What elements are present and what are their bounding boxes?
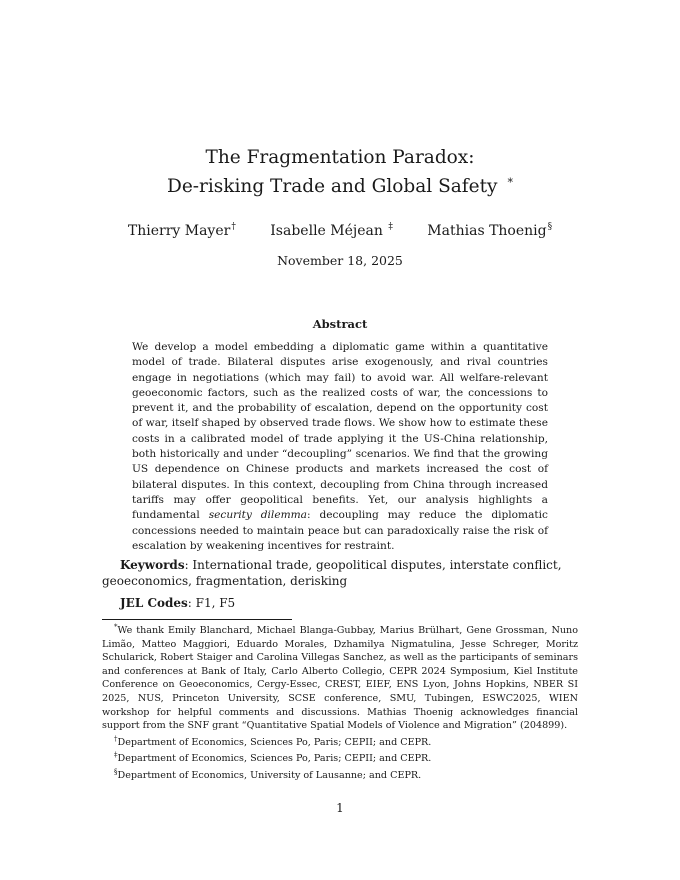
page-number: 1 xyxy=(336,801,344,815)
abstract-text-part: : decoupling may reduce the diplomatic concessions needed to maintain peace but can paradoxically raise the risk of escalation by weakening incentives for restraint. xyxy=(132,509,548,552)
footnote-mark: * xyxy=(114,623,118,631)
publication-date: November 18, 2025 xyxy=(277,253,403,268)
author-name: Isabelle Méjean xyxy=(270,223,383,239)
footnote-text: We thank Emily Blanchard, Michael Blanga-Gubbay, Marius Brülhart, Gene Grossman, Nuno Limão, Matteo Maggiori, Eduardo Morales, Dzhamilya Nigmatulina, Jesse Schreger, Moritz Schularick, Robert Staiger and Carolina Villegas Sanchez, as well as the participants of seminars and conferences at Bank of Italy, Carlo Alberto Collegio, CEPR 2024 Symposium, Kiel Institute Conference on Geoeconomics, Cergy-Essec, CREST, EIEF, ENS Lyon, Johns Hopkins, NBER SI 2025, NUS, Princeton University, SCSE conference, SMU, Tubingen, ESWC2025, WIEN workshop for helpful comments and discussions. Mathias Thoenig acknowledges financial support from the SNF grant “Quantitative Spatial Models of Violence and Migration” (204899). xyxy=(102,625,578,732)
jel-label: JEL Codes xyxy=(120,596,188,610)
footnotes xyxy=(102,621,578,783)
footnote-mark: † xyxy=(114,734,118,743)
abstract-emphasis: security dilemma xyxy=(208,509,307,522)
footnote-affiliation xyxy=(102,749,578,766)
author-name: Mathias Thoenig xyxy=(427,223,547,239)
abstract-text-part: We develop a model embedding a diplomatic game within a quantitative model of trade. Bilateral disputes arise exogenously, and rival countries engage in negotiations (which may fail) to avoid war. All welfare-relevant geoeconomic factors, such as the realized costs of war, the concessions to prevent it, and the probability of escalation, depend on the opportunity cost of war, itself shaped by observed trade flows. We show how to estimate these costs in a calibrated model of trade applying it the US-China relationship, both historically and under “decoupling” scenarios. We find that the growing US dependence on Chinese products and markets increased the cost of bilateral disputes. In this context, decoupling from China through increased tariffs may offer geopolitical benefits. Yet, our analysis highlights a fundamental xyxy=(132,341,548,522)
author xyxy=(427,222,552,239)
author-list xyxy=(0,222,680,239)
footnote-rule xyxy=(102,619,292,620)
keywords-text: : International trade, geopolitical disputes, interstate conflict, geoeconomics, fragmentation, derisking xyxy=(102,558,562,588)
jel-text: : F1, F5 xyxy=(187,596,236,610)
footnote-affiliation xyxy=(102,733,578,750)
footnote-mark: ‡ xyxy=(114,751,118,760)
title-line-1: The Fragmentation Paradox: xyxy=(205,147,475,168)
abstract-text xyxy=(132,340,548,554)
title-line-2-text: De-risking Trade and Global Safety xyxy=(167,176,498,197)
footnote-text: Department of Economics, Sciences Po, Paris; CEPII; and CEPR. xyxy=(117,753,432,765)
author-footnote-mark[interactable]: § xyxy=(547,222,553,232)
paper-title xyxy=(0,145,680,199)
jel-codes xyxy=(120,596,235,610)
author-footnote-mark[interactable]: † xyxy=(231,222,236,232)
footnote-acknowledgements xyxy=(102,621,578,733)
keywords-label: Keywords xyxy=(120,558,185,572)
keywords xyxy=(102,557,578,589)
footnote-text: Department of Economics, Sciences Po, Paris; CEPII; and CEPR. xyxy=(117,736,432,748)
footnote-mark: § xyxy=(114,767,118,776)
footnote-affiliation xyxy=(102,766,578,783)
author xyxy=(128,222,236,239)
author xyxy=(270,222,393,239)
author-footnote-mark[interactable]: ‡ xyxy=(388,222,393,232)
title-footnote-mark[interactable]: * xyxy=(507,176,513,189)
title-line-2 xyxy=(0,170,680,199)
author-name: Thierry Mayer xyxy=(127,223,231,239)
footnote-text: Department of Economics, University of Lausanne; and CEPR. xyxy=(117,769,422,781)
abstract-heading: Abstract xyxy=(312,317,368,331)
